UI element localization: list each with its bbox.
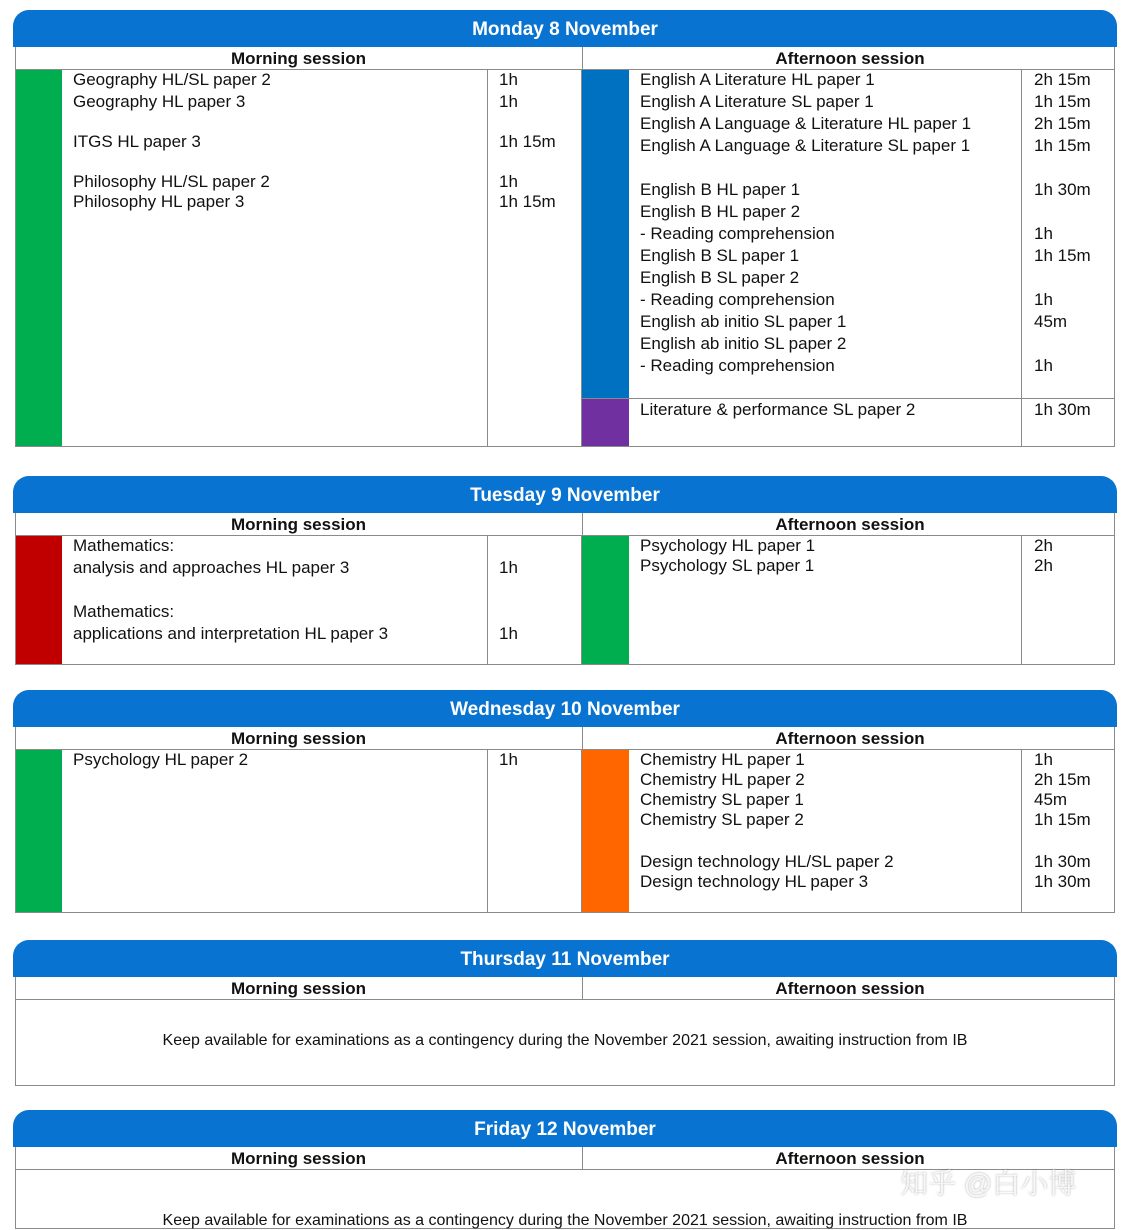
exam-name: English B HL paper 2 <box>640 202 801 221</box>
monday-body <box>15 70 1115 447</box>
exam-duration: 1h 30m <box>1034 852 1091 871</box>
exam-name: analysis and approaches HL paper 3 <box>73 558 350 577</box>
exam-name: Psychology SL paper 1 <box>640 556 815 575</box>
exam-duration: 45m <box>1034 312 1068 331</box>
session-header-row <box>15 47 1115 70</box>
subject-color-bar <box>16 750 62 912</box>
exam-duration: 1h 30m <box>1034 872 1091 891</box>
morning-session-label: Morning session <box>230 515 367 534</box>
exam-name: Mathematics: <box>73 536 175 555</box>
exam-duration: 1h 15m <box>499 132 556 151</box>
exam-name: English A Language & Literature SL paper 1 <box>640 136 971 155</box>
exam-name: Philosophy HL/SL paper 2 <box>73 172 270 191</box>
exam-duration: 1h 15m <box>499 192 556 211</box>
exam-name: Psychology HL paper 2 <box>73 750 249 769</box>
exam-name: English ab initio SL paper 1 <box>640 312 847 331</box>
exam-duration: 45m <box>1034 790 1068 809</box>
exam-duration: 2h 15m <box>1034 114 1091 133</box>
subject-color-bar <box>582 536 629 664</box>
exam-name: Chemistry SL paper 2 <box>640 810 804 829</box>
exam-name: English B SL paper 2 <box>640 268 800 287</box>
exam-name: Design technology HL paper 3 <box>640 872 869 891</box>
contingency-note: Keep available for examinations as a contingency during the November 2021 session, awaiting instruction from IB <box>162 1212 968 1229</box>
exam-name: English A Literature SL paper 1 <box>640 92 874 111</box>
exam-name: Philosophy HL paper 3 <box>73 192 245 211</box>
morning-session-label: Morning session <box>230 729 367 748</box>
exam-name: Geography HL paper 3 <box>73 92 246 111</box>
day-title: Tuesday 9 November <box>13 476 1117 513</box>
exam-name: English A Literature HL paper 1 <box>640 70 875 89</box>
subject-color-bar <box>16 536 62 664</box>
exam-duration: 1h 15m <box>1034 246 1091 265</box>
afternoon-session-label: Afternoon session <box>582 977 1117 999</box>
subject-color-bar <box>582 750 629 912</box>
exam-duration: 1h <box>1034 224 1053 243</box>
exam-name: Design technology HL/SL paper 2 <box>640 852 894 871</box>
exam-duration: 1h <box>1034 356 1053 375</box>
exam-duration: 1h <box>499 70 518 89</box>
exam-name: English B SL paper 1 <box>640 246 800 265</box>
exam-duration: 2h <box>1034 536 1053 555</box>
exam-name: applications and interpretation HL paper 3 <box>73 624 389 643</box>
tuesday-body <box>15 536 1115 665</box>
exam-duration: 2h 15m <box>1034 770 1091 789</box>
morning-session-label: Morning session <box>230 1149 367 1168</box>
exam-name: - Reading comprehension <box>640 290 835 309</box>
day-title: Friday 12 November <box>13 1110 1117 1147</box>
subject-color-bar <box>582 399 629 446</box>
exam-name: Literature & performance SL paper 2 <box>640 400 916 419</box>
session-header-row <box>15 727 1115 750</box>
exam-name: Mathematics: <box>73 602 175 621</box>
day-thursday <box>13 940 1117 1086</box>
exam-duration: 1h <box>499 92 518 111</box>
exam-name: - Reading comprehension <box>640 224 835 243</box>
day-title: Thursday 11 November <box>13 940 1117 977</box>
exam-name: English A Language & Literature HL paper 1 <box>640 114 972 133</box>
watermark: 知乎 @白小博 <box>900 1168 1077 1199</box>
exam-duration: 1h <box>499 624 518 643</box>
session-header-row <box>15 513 1115 536</box>
exam-duration: 1h 30m <box>1034 180 1091 199</box>
afternoon-session-label: Afternoon session <box>582 727 1117 749</box>
exam-duration: 1h <box>499 172 518 191</box>
session-header-row <box>15 977 1115 1000</box>
exam-duration: 1h <box>499 558 518 577</box>
exam-duration: 2h <box>1034 556 1053 575</box>
exam-name: Chemistry SL paper 1 <box>640 790 804 809</box>
exam-name: English ab initio SL paper 2 <box>640 334 847 353</box>
exam-duration: 1h <box>1034 750 1053 769</box>
exam-duration: 1h <box>1034 290 1053 309</box>
afternoon-session-label: Afternoon session <box>582 513 1117 535</box>
exam-name: English B HL paper 1 <box>640 180 801 199</box>
morning-session-label: Morning session <box>230 49 367 68</box>
thursday-body <box>15 1000 1115 1086</box>
exam-duration: 1h <box>499 750 518 769</box>
exam-duration: 1h 15m <box>1034 136 1091 155</box>
subject-color-bar <box>582 70 629 398</box>
day-tuesday <box>13 476 1117 665</box>
exam-name: Chemistry HL paper 2 <box>640 770 805 789</box>
day-title: Wednesday 10 November <box>13 690 1117 727</box>
day-monday <box>13 10 1117 447</box>
exam-duration: 1h 30m <box>1034 400 1091 419</box>
wednesday-body <box>15 750 1115 913</box>
exam-name: Geography HL/SL paper 2 <box>73 70 271 89</box>
day-wednesday <box>13 690 1117 913</box>
afternoon-session-label: Afternoon session <box>582 1147 1117 1169</box>
exam-duration: 2h 15m <box>1034 70 1091 89</box>
afternoon-session-label: Afternoon session <box>582 47 1117 69</box>
morning-session-label: Morning session <box>230 979 367 998</box>
exam-name: Psychology HL paper 1 <box>640 536 816 555</box>
exam-name: - Reading comprehension <box>640 356 835 375</box>
exam-name: ITGS HL paper 3 <box>73 132 201 151</box>
day-title: Monday 8 November <box>13 10 1117 47</box>
contingency-note: Keep available for examinations as a contingency during the November 2021 session, awaiting instruction from IB <box>162 1032 968 1049</box>
subject-color-bar <box>16 70 62 446</box>
exam-duration: 1h 15m <box>1034 92 1091 111</box>
exam-duration: 1h 15m <box>1034 810 1091 829</box>
exam-name: Chemistry HL paper 1 <box>640 750 805 769</box>
